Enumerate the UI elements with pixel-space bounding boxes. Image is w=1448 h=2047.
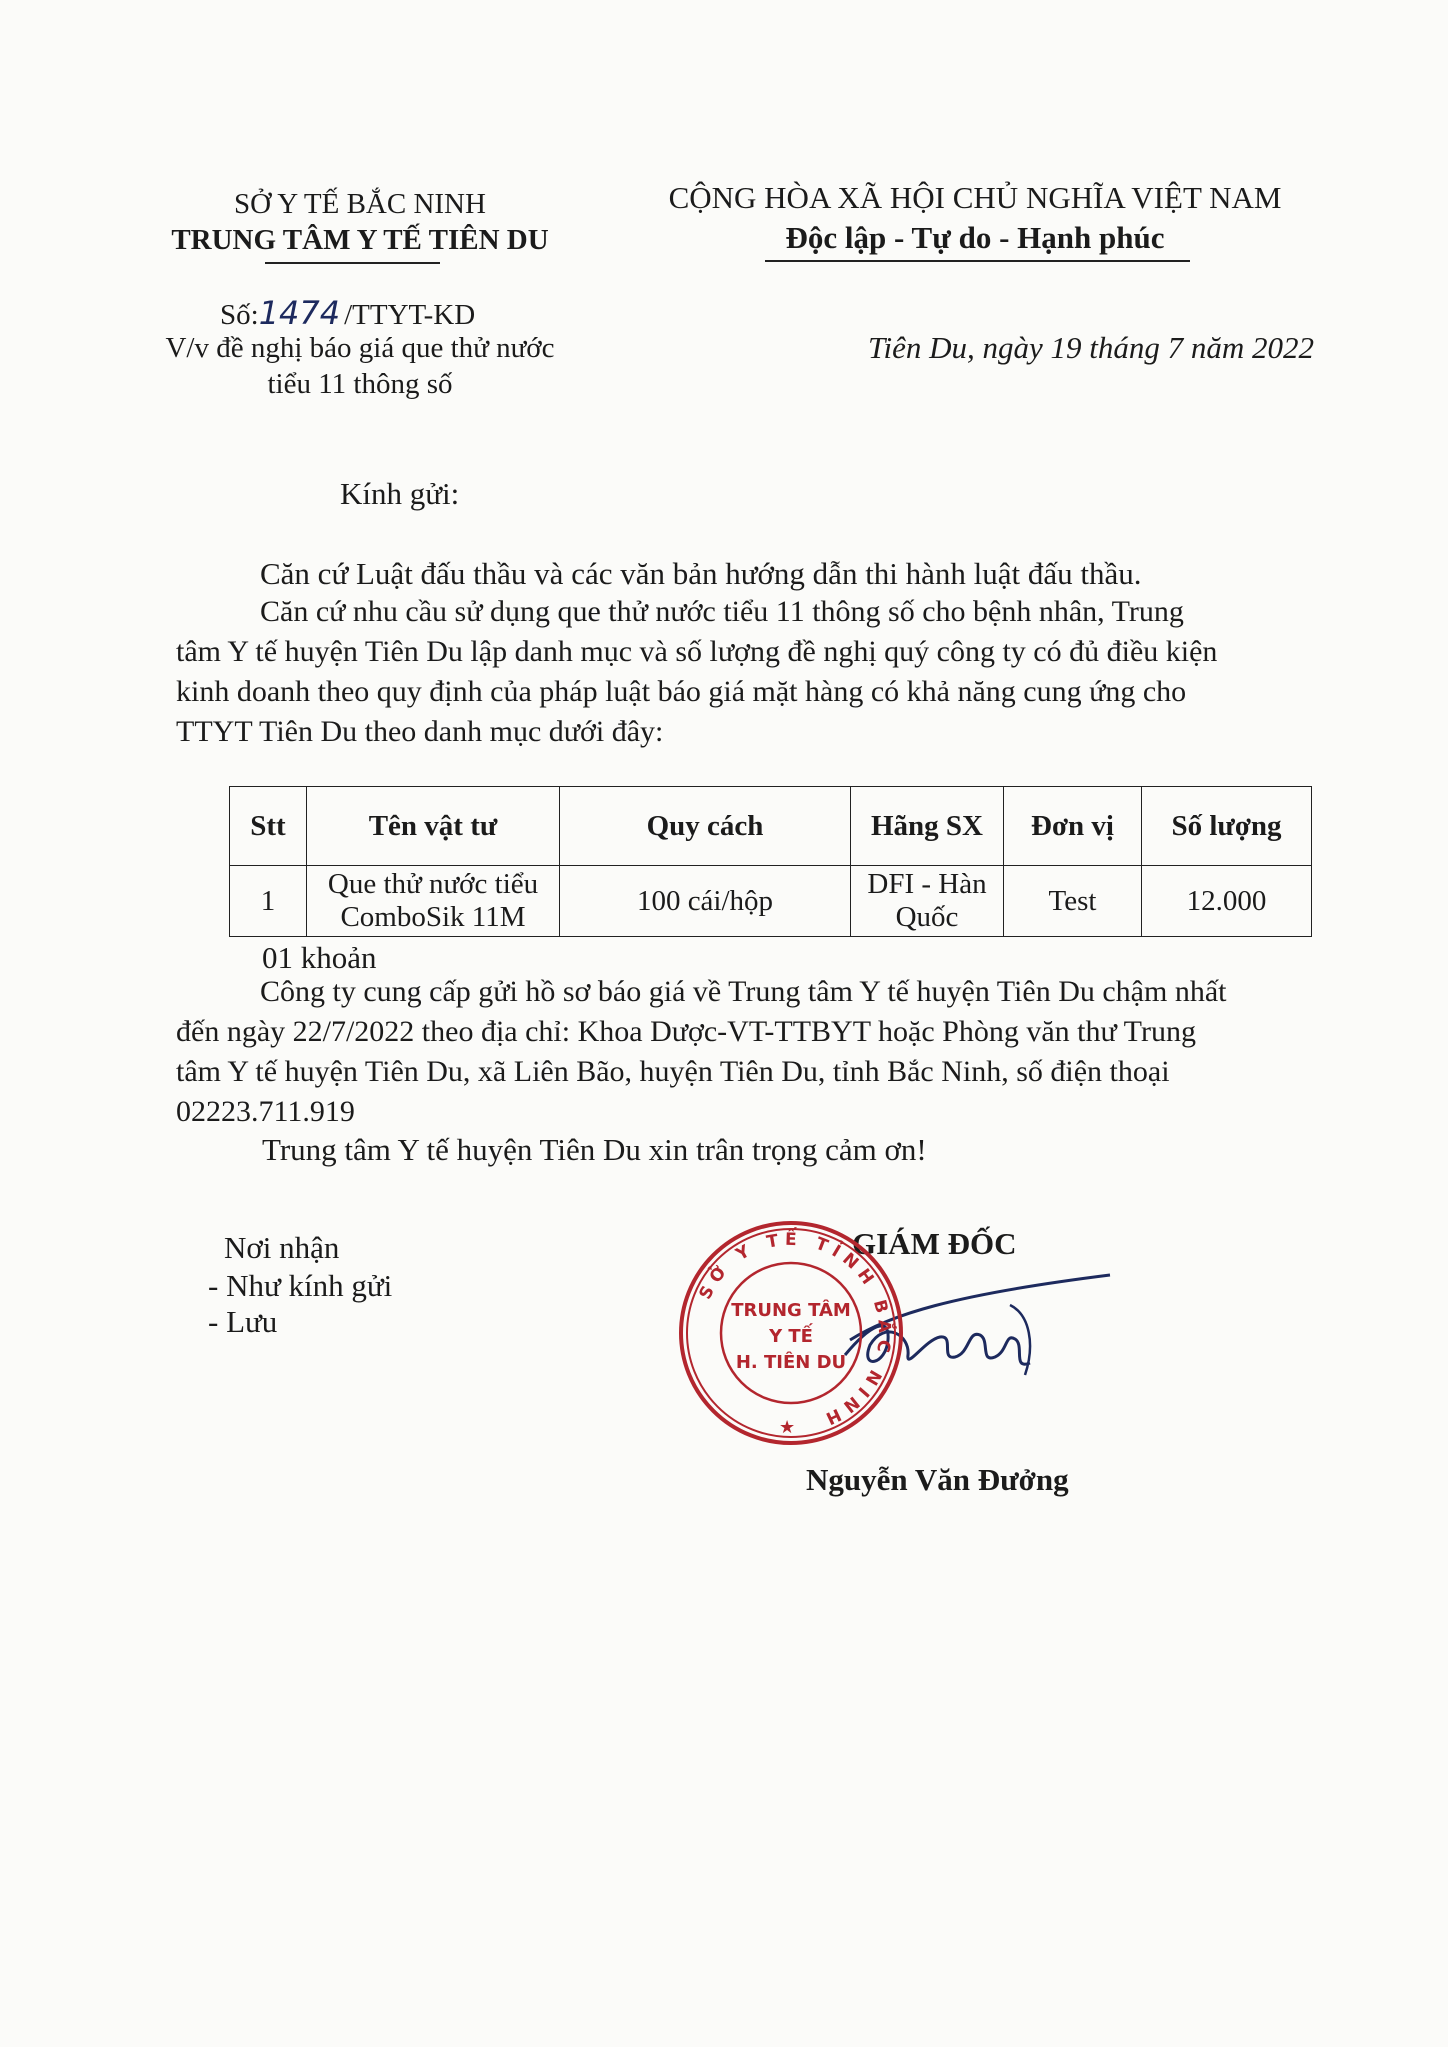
paragraph-line: 02223.711.919 bbox=[176, 1095, 355, 1128]
seal-star-icon: ★ bbox=[779, 1417, 796, 1438]
official-seal-icon bbox=[676, 1218, 906, 1448]
header-manufacturer: Hãng SX bbox=[851, 787, 1004, 866]
items-table bbox=[229, 786, 1312, 937]
paragraph-request bbox=[176, 592, 1326, 752]
cell-item-name bbox=[307, 866, 560, 937]
subject-line-1: V/v đề nghị báo giá que thử nước bbox=[165, 332, 555, 364]
table-row bbox=[230, 866, 1312, 937]
cell-quantity: 12.000 bbox=[1142, 866, 1312, 937]
paragraph-line: tâm Y tế huyện Tiên Du, xã Liên Bão, huyện Tiên Du, tỉnh Bắc Ninh, số điện thoại bbox=[176, 1055, 1170, 1088]
motto: Độc lập - Tự do - Hạnh phúc bbox=[785, 220, 1165, 255]
cell-item-name-line2: ComboSik 11M bbox=[340, 901, 526, 933]
paragraph-legal-basis: Căn cứ Luật đấu thầu và các văn bản hướng dẫn thi hành luật đấu thầu. bbox=[260, 556, 1142, 591]
header-stt: Stt bbox=[230, 787, 307, 866]
subject-line-2: tiểu 11 thông số bbox=[267, 368, 453, 400]
paragraph-line: tâm Y tế huyện Tiên Du lập danh mục và số lượng đề nghị quý công ty có đủ điều kiện bbox=[176, 635, 1218, 668]
seal-line-1: TRUNG TÂM bbox=[731, 1300, 851, 1321]
seal-line-3: H. TIÊN DU bbox=[735, 1352, 847, 1373]
paragraph-line: kinh doanh theo quy định của pháp luật báo giá mặt hàng có khả năng cung ứng cho bbox=[176, 675, 1187, 708]
recipient-item: - Lưu bbox=[208, 1304, 278, 1339]
org-parent: SỞ Y TẾ BẮC NINH bbox=[234, 188, 486, 220]
cell-unit: Test bbox=[1004, 866, 1142, 937]
place-date: Tiên Du, ngày 19 tháng 7 năm 2022 bbox=[868, 330, 1315, 365]
doc-number bbox=[220, 294, 475, 332]
doc-number-suffix: /TTYT-KD bbox=[344, 299, 476, 331]
org-name: TRUNG TÂM Y TẾ TIÊN DU bbox=[171, 224, 549, 256]
paragraph-line: TTYT Tiên Du theo danh mục dưới đây: bbox=[176, 715, 664, 748]
recipients-title: Nơi nhận bbox=[224, 1230, 340, 1265]
header-unit: Đơn vị bbox=[1004, 787, 1142, 866]
paragraph-submission bbox=[176, 972, 1326, 1132]
paragraph-line: Căn cứ nhu cầu sử dụng que thử nước tiểu 11 thông số cho bệnh nhân, Trung bbox=[260, 595, 1184, 628]
paragraph-line: Công ty cung cấp gửi hồ sơ báo giá về Trung tâm Y tế huyện Tiên Du chậm nhất bbox=[260, 975, 1227, 1008]
org-underline bbox=[265, 262, 440, 264]
header-spec: Quy cách bbox=[560, 787, 851, 866]
country-title: CỘNG HÒA XÃ HỘI CHỦ NGHĨA VIỆT NAM bbox=[668, 180, 1282, 215]
header-item-name: Tên vật tư bbox=[307, 787, 560, 866]
paragraph-line: đến ngày 22/7/2022 theo địa chỉ: Khoa Dược-VT-TTBYT hoặc Phòng văn thư Trung bbox=[176, 1015, 1196, 1048]
item-count: 01 khoản bbox=[262, 940, 377, 975]
signature-title: GIÁM ĐỐC bbox=[852, 1226, 1017, 1261]
table-header-row bbox=[230, 787, 1312, 866]
signer-name: Nguyễn Văn Đưởng bbox=[806, 1462, 1069, 1497]
cell-manufacturer-line2: Quốc bbox=[895, 901, 959, 933]
seal-ring-text: SỞ Y TẾ TỈNH BẮC NINH bbox=[695, 1229, 895, 1431]
doc-number-handwritten: 1474 bbox=[258, 294, 341, 332]
paragraph-thanks: Trung tâm Y tế huyện Tiên Du xin trân trọng cảm ơn! bbox=[262, 1132, 927, 1167]
cell-manufacturer-line1: DFI - Hàn bbox=[867, 868, 987, 900]
seal-line-2: Y TẾ bbox=[769, 1326, 813, 1347]
recipient-item: - Như kính gửi bbox=[208, 1268, 393, 1303]
header-quantity: Số lượng bbox=[1142, 787, 1312, 866]
motto-underline bbox=[765, 260, 1190, 262]
cell-stt: 1 bbox=[230, 866, 307, 937]
cell-item-name-line1: Que thử nước tiểu bbox=[327, 868, 539, 900]
salutation: Kính gửi: bbox=[340, 476, 460, 511]
cell-manufacturer bbox=[851, 866, 1004, 937]
cell-spec: 100 cái/hộp bbox=[560, 866, 851, 937]
doc-number-prefix: Số: bbox=[220, 299, 259, 331]
